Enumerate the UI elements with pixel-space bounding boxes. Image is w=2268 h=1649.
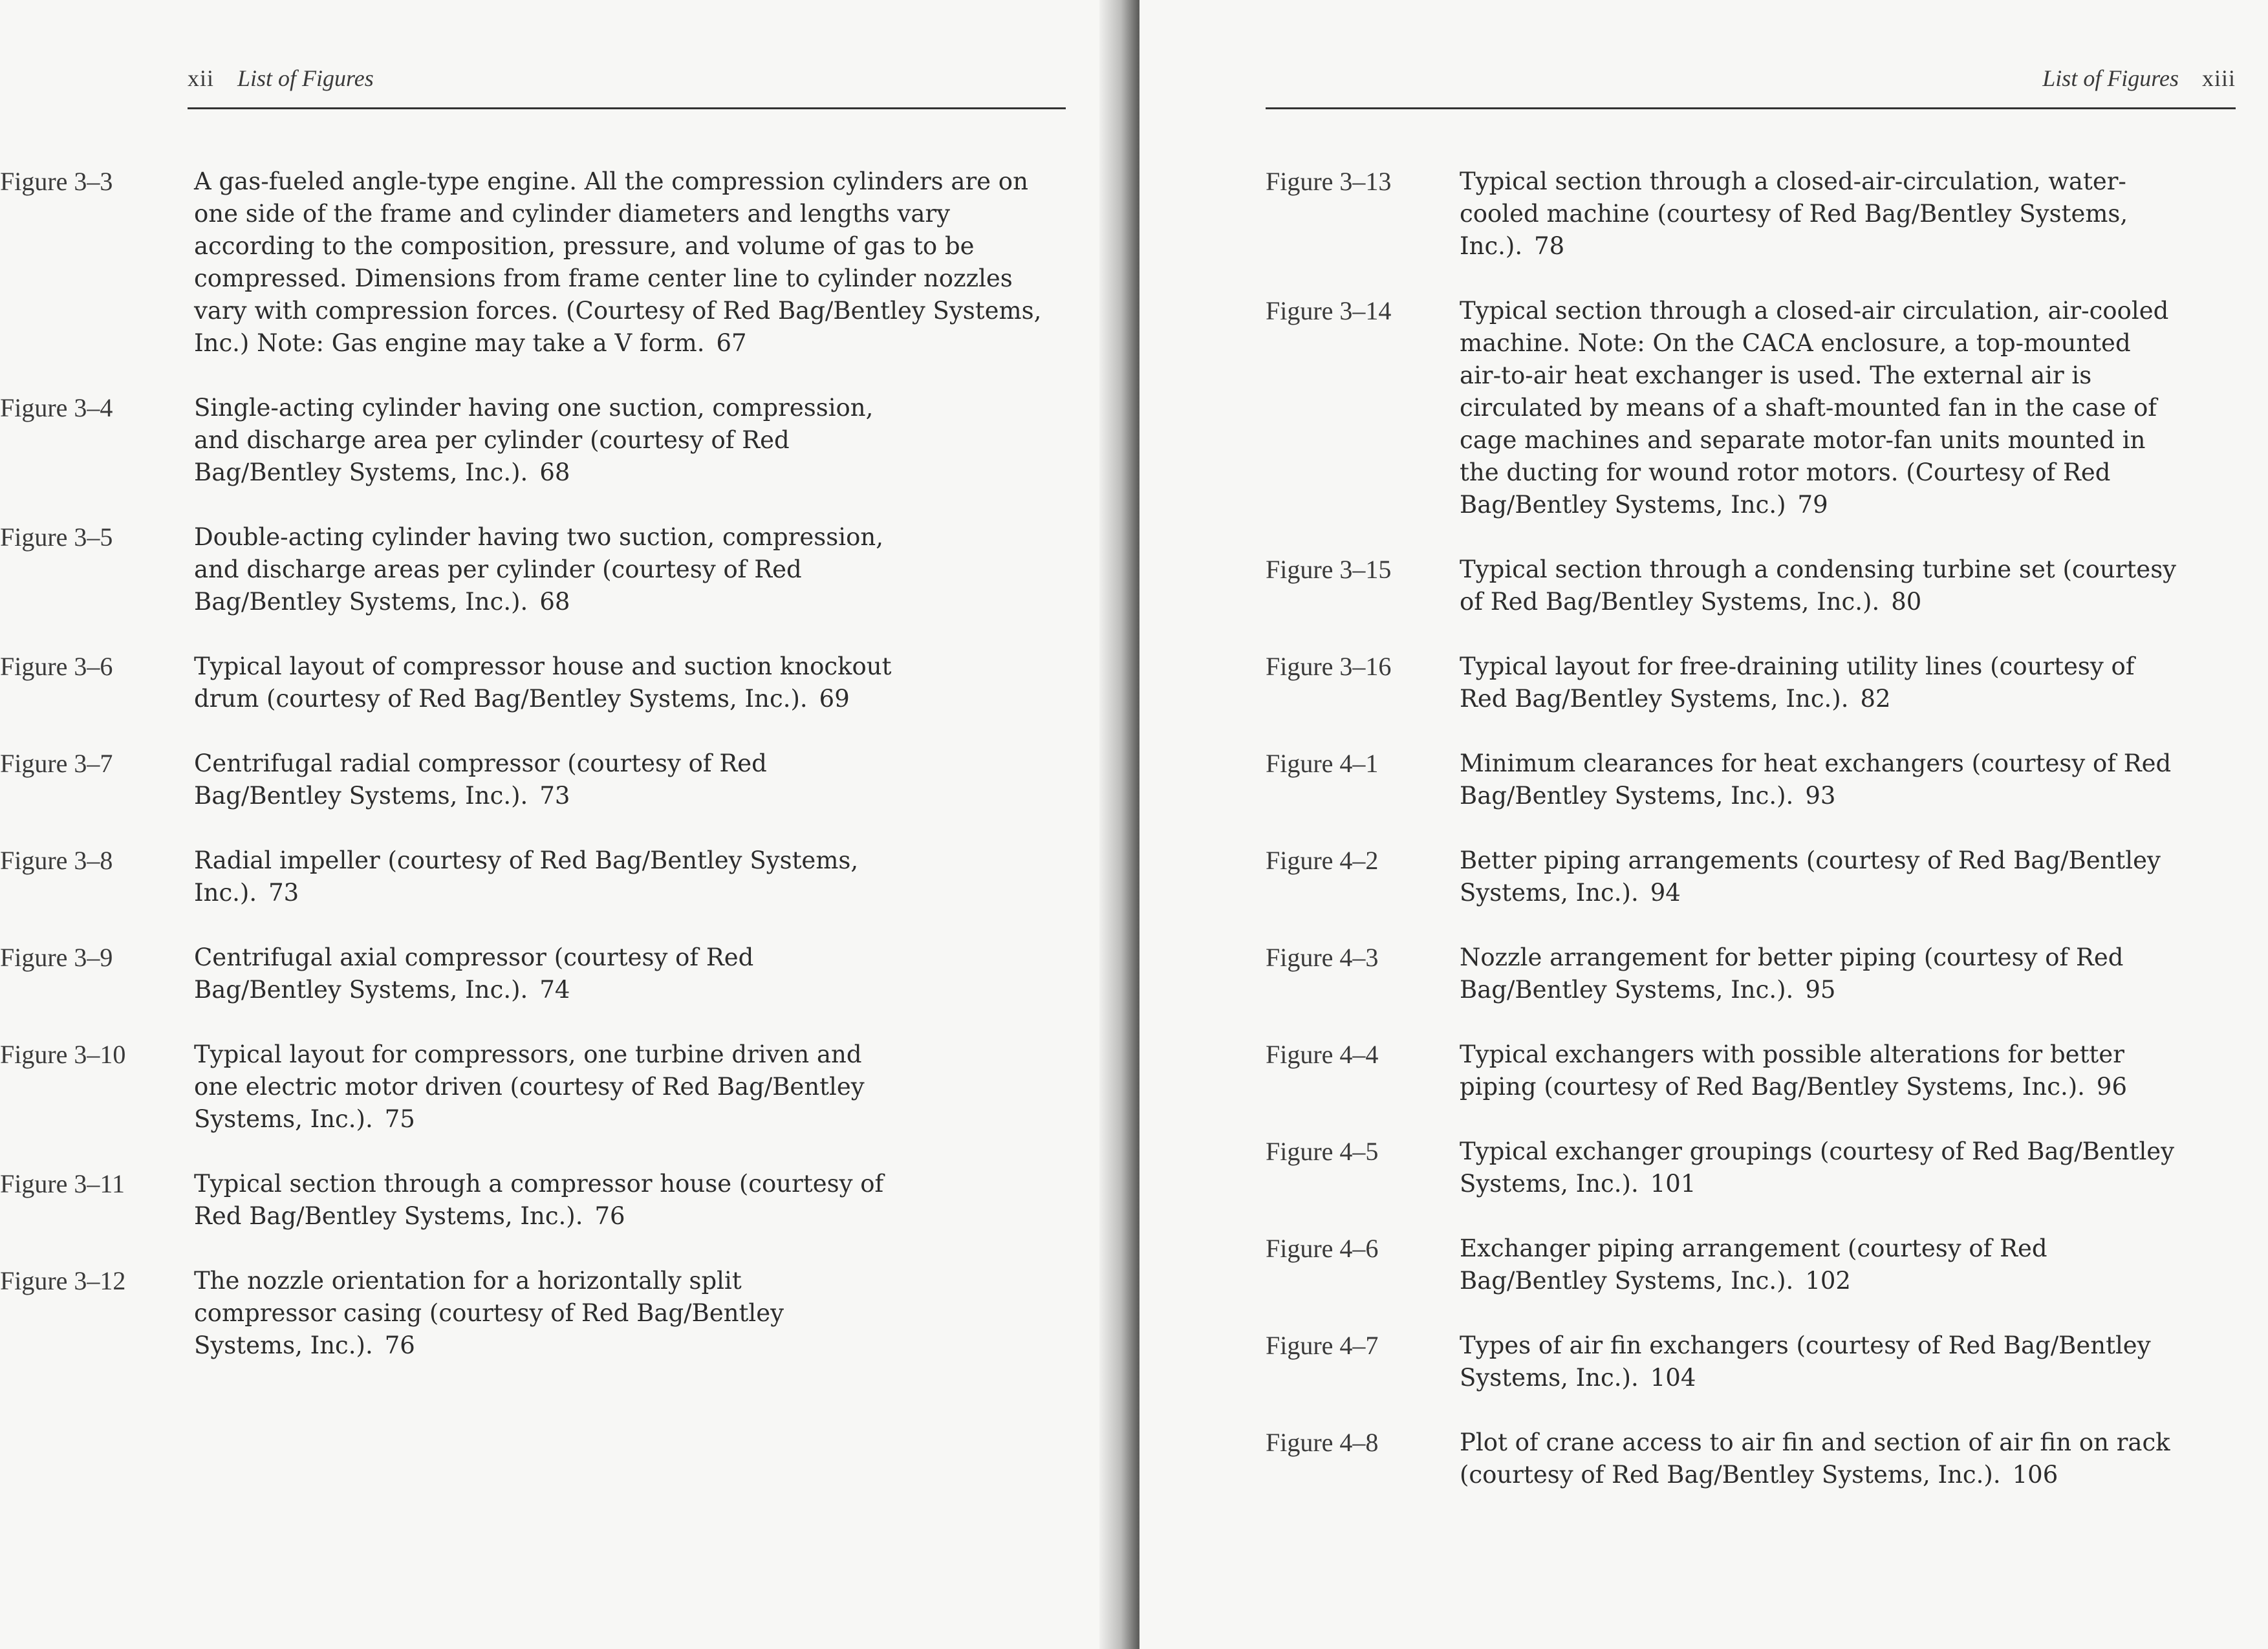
figure-description [1460,1330,2177,1394]
figure-page-number: 73 [539,782,570,810]
figure-page-number: 74 [539,976,570,1004]
figure-description [194,1168,899,1233]
figure-description-text: Centrifugal radial compressor (courtesy of Red Bag/Bentley Systems, Inc.). [194,749,767,810]
figure-description-text: The nozzle orientation for a horizontally split compressor casing (courtesy of Red Bag/Bentley Systems, Inc.). [194,1267,784,1359]
figure-description-text: Typical section through a condensing turbine set (courtesy of Red Bag/Bentley Systems, Inc.). [1460,555,2177,616]
figure-page-number: 67 [716,329,747,357]
figure-description-text: Better piping arrangements (courtesy of Red Bag/Bentley Systems, Inc.). [1460,846,2161,907]
figure-description [1460,748,2177,812]
figure-label: Figure 3–5 [0,523,113,552]
figure-entry [1266,1330,2210,1394]
figure-entry [1266,554,2210,618]
figure-entry [1266,295,2210,521]
figure-entry [1266,166,2210,263]
figure-description-text: Typical exchangers with possible alterations for better piping (courtesy of Red Bag/Bentley Systems, Inc.). [1460,1040,2124,1101]
figure-description [1460,1233,2177,1297]
figure-entry [0,651,1080,715]
figure-description-text: Types of air fin exchangers (courtesy of Red Bag/Bentley Systems, Inc.). [1460,1331,2151,1392]
figure-description [194,1265,867,1362]
figure-page-number: 73 [268,879,299,907]
right-page-number: xiii [2201,65,2236,91]
figure-label: Figure 3–10 [0,1040,126,1069]
right-figure-list [1266,166,2210,1491]
figure-description [1460,1039,2177,1103]
figure-description [194,1039,880,1136]
figure-entry [0,392,1080,489]
figure-description-text: Typical layout for free-draining utility lines (courtesy of Red Bag/Bentley Systems, Inc.). [1460,652,2135,713]
figure-description-text: Radial impeller (courtesy of Red Bag/Bentley Systems, Inc.). [194,846,859,907]
figure-description [1460,295,2177,521]
figure-page-number: 80 [1891,588,1922,616]
figure-description [194,392,892,489]
figure-page-number: 102 [1805,1267,1851,1295]
figure-description [1460,942,2177,1006]
figure-description-text: Typical layout of compressor house and suction knockout drum (courtesy of Red Bag/Bentley Systems, Inc.). [194,652,892,713]
figure-label: Figure 4–3 [1266,943,1379,972]
figure-label: Figure 4–8 [1266,1428,1379,1457]
figure-description-text: Single-acting cylinder having one suction, compression, and discharge area per cylinder (courtesy of Red Bag/Bentley Systems, Inc.). [194,394,874,486]
figure-label: Figure 3–7 [0,749,113,778]
figure-description-text: Double-acting cylinder having two suction, compression, and discharge areas per cylinder (courtesy of Red Bag/Bentley Systems, Inc.). [194,523,883,616]
figure-entry [1266,1039,2210,1103]
figure-description-text: Nozzle arrangement for better piping (courtesy of Red Bag/Bentley Systems, Inc.). [1460,943,2124,1004]
figure-entry [1266,1136,2210,1200]
figure-page-number: 82 [1860,685,1891,713]
figure-entry [1266,1233,2210,1297]
right-running-title: List of Figures [2042,65,2179,91]
figure-label: Figure 4–6 [1266,1234,1379,1263]
figure-entry [0,748,1080,812]
figure-description [194,651,899,715]
figure-page-number: 93 [1805,782,1836,810]
figure-entry [0,845,1080,909]
figure-entry [1266,942,2210,1006]
left-page [0,0,1125,1649]
right-header-rule [1266,107,2236,109]
figure-description [194,166,1054,360]
figure-page-number: 106 [2012,1461,2058,1489]
figure-description [1460,166,2177,263]
figure-page-number: 69 [819,685,850,713]
figure-label: Figure 4–2 [1266,846,1379,875]
figure-entry [0,166,1080,360]
figure-label: Figure 3–9 [0,943,113,972]
figure-description [1460,1427,2177,1491]
figure-label: Figure 4–5 [1266,1137,1379,1166]
figure-page-number: 101 [1650,1170,1696,1198]
figure-page-number: 76 [594,1202,625,1230]
figure-label: Figure 3–6 [0,652,113,681]
figure-description-text: Typical section through a closed-air-circulation, water-cooled machine (courtesy of Red Bag/Bentley Systems, Inc.). [1460,167,2128,260]
figure-label: Figure 4–4 [1266,1040,1379,1069]
figure-page-number: 94 [1650,879,1681,907]
figure-page-number: 68 [539,458,570,486]
figure-label: Figure 3–12 [0,1266,126,1295]
figure-entry [0,942,1080,1006]
figure-label: Figure 3–13 [1266,167,1392,196]
figure-description [1460,845,2177,909]
figure-description-text: Centrifugal axial compressor (courtesy of Red Bag/Bentley Systems, Inc.). [194,943,754,1004]
figure-label: Figure 4–1 [1266,749,1379,778]
figure-page-number: 79 [1797,491,1828,519]
figure-description [1460,1136,2177,1200]
figure-entry [1266,651,2210,715]
figure-description-text: Plot of crane access to air fin and section of air fin on rack (courtesy of Red Bag/Bentley Systems, Inc.). [1460,1428,2170,1489]
figure-label: Figure 3–14 [1266,296,1392,325]
figure-description-text: Minimum clearances for heat exchangers (courtesy of Red Bag/Bentley Systems, Inc.). [1460,749,2172,810]
figure-description-text: Exchanger piping arrangement (courtesy of Red Bag/Bentley Systems, Inc.). [1460,1234,2047,1295]
figure-entry [1266,748,2210,812]
figure-page-number: 76 [384,1331,415,1359]
figure-page-number: 95 [1805,976,1836,1004]
figure-entry [0,521,1080,618]
figure-description [1460,554,2177,618]
figure-label: Figure 3–3 [0,167,113,196]
figure-label: Figure 3–15 [1266,555,1392,584]
figure-description [1460,651,2177,715]
figure-description [194,521,892,618]
figure-entry [1266,1427,2210,1491]
figure-label: Figure 3–16 [1266,652,1392,681]
left-running-title: List of Figures [237,65,374,91]
figure-description [194,845,899,909]
figure-label: Figure 3–11 [0,1169,125,1198]
figure-page-number: 75 [384,1105,415,1133]
figure-entry [0,1168,1080,1233]
figure-label: Figure 3–8 [0,846,113,875]
figure-page-number: 96 [2096,1073,2128,1101]
figure-description [194,748,815,812]
left-page-header [188,65,374,92]
figure-description-text: Typical exchanger groupings (courtesy of Red Bag/Bentley Systems, Inc.). [1460,1137,2175,1198]
figure-description-text: Typical section through a closed-air circulation, air-cooled machine. Note: On the CACA enclosure, a top-mounted air-to-air heat exchanger is used. The external air is circulated by means of a shaft-mounted fan in the case of cage machines and separate motor-fan units mounted in the ducting for wound rotor motors. (Courtesy of Red Bag/Bentley Systems, Inc.) [1460,297,2169,519]
figure-entry [0,1039,1080,1136]
figure-label: Figure 3–4 [0,393,113,422]
figure-description-text: Typical layout for compressors, one turbine driven and one electric motor driven (courtesy of Red Bag/Bentley Systems, Inc.). [194,1040,865,1133]
figure-page-number: 104 [1650,1364,1696,1392]
figure-page-number: 68 [539,588,570,616]
figure-description-text: Typical section through a compressor house (courtesy of Red Bag/Bentley Systems, Inc.). [194,1170,884,1230]
left-figure-list [0,166,1080,1362]
figure-entry [0,1265,1080,1362]
left-page-number: xii [188,65,215,91]
right-page-header [2042,65,2236,92]
figure-description [194,942,815,1006]
figure-entry [1266,845,2210,909]
figure-description-text: A gas-fueled angle-type engine. All the compression cylinders are on one side of the frame and cylinder diameters and lengths vary according to the composition, pressure, and volume of gas to be compressed. Dimensions from frame center line to cylinder nozzles vary with compression forces. (Courtesy of Red Bag/Bentley Systems, Inc.) Note: Gas engine may take a V form. [194,167,1042,357]
left-header-rule [188,107,1066,109]
right-page [1139,0,2268,1649]
figure-page-number: 78 [1534,232,1565,260]
figure-label: Figure 4–7 [1266,1331,1379,1360]
